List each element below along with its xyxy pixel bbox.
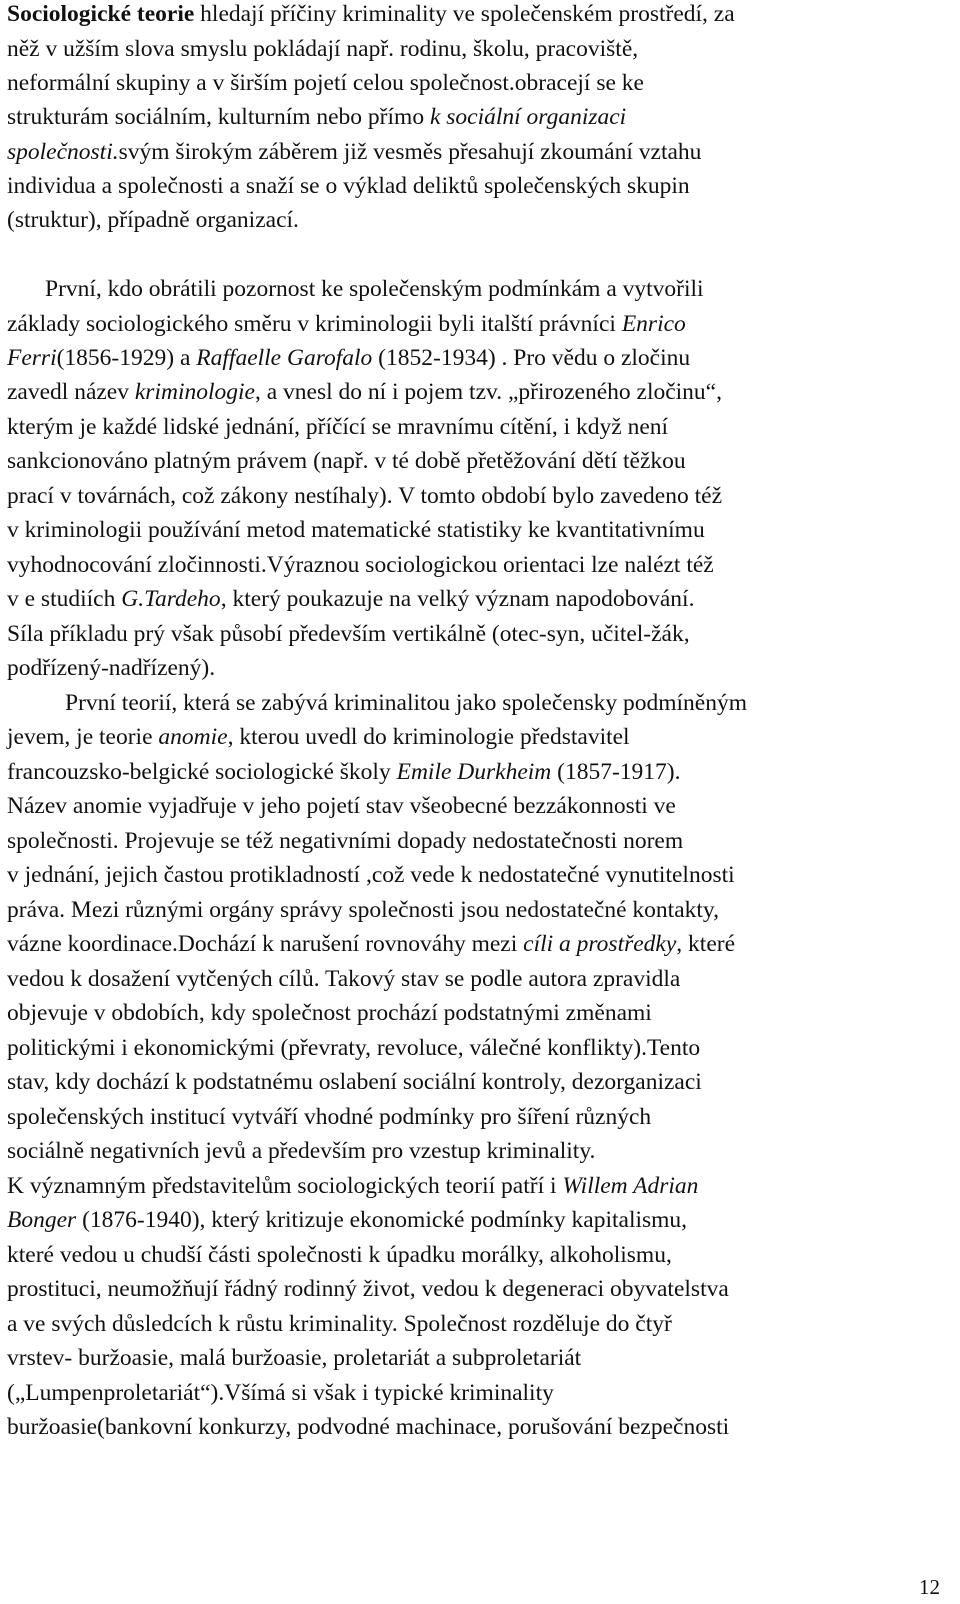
italic-term: Emile Durkheim bbox=[396, 759, 552, 785]
text-run: individua a společnosti a snaží se o výklad deliktů společenských skupin bbox=[7, 173, 690, 199]
text-run: v e studiích bbox=[7, 586, 122, 612]
text-line bbox=[7, 551, 714, 581]
text-run: neformální skupiny a v širším pojetí celou společnost.obracejí se ke bbox=[7, 70, 644, 96]
text-line bbox=[7, 69, 644, 99]
text-line bbox=[7, 1310, 672, 1340]
text-run: hledají příčiny kriminality ve společenském prostředí, za bbox=[194, 1, 735, 27]
text-run: (1876-1940), který kritizuje ekonomické podmínky kapitalismu, bbox=[76, 1207, 688, 1233]
page-number: 12 bbox=[919, 1575, 940, 1599]
text-line bbox=[7, 0, 735, 30]
text-line bbox=[7, 1068, 702, 1098]
text-run: Název anomie vyjadřuje v jeho pojetí stav všeobecné bezzákonnosti ve bbox=[7, 793, 676, 819]
text-line bbox=[7, 138, 701, 168]
text-run: Síla příkladu prý však působí především vertikálně (otec-syn, učitel-žák, bbox=[7, 621, 690, 647]
text-run: (1857-1917). bbox=[551, 759, 681, 785]
text-line bbox=[7, 1379, 554, 1409]
text-run: které vedou u chudší části společnosti k úpadku morálky, alkoholismu, bbox=[7, 1242, 672, 1268]
italic-term: Willem Adrian bbox=[562, 1173, 699, 1199]
text-run: (1852-1934) . Pro vědu o zločinu bbox=[372, 345, 691, 371]
text-line bbox=[7, 482, 722, 512]
text-run: prostituci, neumožňují řádný rodinný život, vedou k degeneraci obyvatelstva bbox=[7, 1276, 729, 1302]
italic-term: kriminologie bbox=[134, 379, 255, 405]
text-line bbox=[7, 103, 626, 133]
text-run: , které bbox=[676, 931, 736, 957]
text-line bbox=[7, 1137, 595, 1167]
text-run: První teorií, která se zabývá kriminalitou jako společensky podmíněným bbox=[65, 690, 747, 716]
italic-term: Raffaelle Garofalo bbox=[196, 345, 373, 371]
text-line bbox=[7, 792, 676, 822]
text-run: francouzsko-belgické sociologické školy bbox=[7, 759, 397, 785]
text-line bbox=[7, 1275, 729, 1305]
text-line bbox=[65, 689, 747, 719]
text-line bbox=[7, 1206, 687, 1236]
text-line bbox=[7, 35, 638, 65]
italic-term: anomie bbox=[158, 724, 228, 750]
text-line bbox=[7, 413, 668, 443]
text-run: („Lumpenproletariát“).Všímá si však i typické kriminality bbox=[7, 1380, 554, 1406]
italic-term: Enrico bbox=[621, 311, 686, 337]
text-line bbox=[7, 965, 680, 995]
text-line bbox=[7, 930, 735, 960]
text-line bbox=[7, 447, 686, 477]
text-run: vyhodnocování zločinnosti.Výraznou sociologickou orientaci lze nalézt též bbox=[7, 552, 714, 578]
text-line bbox=[7, 654, 215, 684]
italic-term: k sociální organizaci bbox=[429, 104, 627, 130]
text-run: , který poukazuje na velký význam napodobování. bbox=[220, 586, 695, 612]
text-line bbox=[7, 206, 299, 236]
text-run: v kriminologii používání metod matematické statistiky ke kvantitativnímu bbox=[7, 517, 705, 543]
text-run: (1856-1929) a bbox=[56, 345, 197, 371]
text-line bbox=[7, 861, 735, 891]
text-run: stav, kdy dochází k podstatnému oslabení sociální kontroly, dezorganizaci bbox=[7, 1069, 702, 1095]
text-line bbox=[7, 999, 652, 1029]
text-run: společnosti. Projevuje se též negativními dopady nedostatečnosti norem bbox=[7, 828, 684, 854]
text-run: společenských institucí vytváří vhodné podmínky pro šíření různých bbox=[7, 1104, 652, 1130]
text-run: sociálně negativních jevů a především pro vzestup kriminality. bbox=[7, 1138, 596, 1164]
text-run: práva. Mezi různými orgány správy společnosti jsou nedostatečné kontakty, bbox=[7, 897, 719, 923]
text-run: zavedl název bbox=[7, 379, 135, 405]
text-run: objevuje v obdobích, kdy společnost prochází podstatnými změnami bbox=[7, 1000, 652, 1026]
text-line bbox=[7, 723, 630, 753]
text-run: kterým je každé lidské jednání, příčící se mravnímu cítění, i když není bbox=[7, 414, 669, 440]
text-line bbox=[7, 1034, 700, 1064]
italic-term: cíli a prostředky bbox=[523, 931, 677, 957]
text-line bbox=[7, 620, 690, 650]
text-line bbox=[7, 1413, 729, 1443]
text-run: sankcionováno platným právem (např. v té době přetěžování dětí těžkou bbox=[7, 448, 686, 474]
text-run: vedou k dosažení vytčených cílů. Takový stav se podle autora zpravidla bbox=[7, 966, 681, 992]
text-run: , kterou uvedl do kriminologie představitel bbox=[227, 724, 630, 750]
text-line bbox=[7, 172, 690, 202]
text-run: svým širokým záběrem již vesměs přesahují zkoumání vztahu bbox=[118, 139, 702, 165]
text-run: První, kdo obrátili pozornost ke společenským podmínkám a vytvořili bbox=[45, 276, 704, 302]
text-run: strukturám sociálním, kulturním nebo přímo bbox=[7, 104, 430, 130]
text-run: buržoasie(bankovní konkurzy, podvodné machinace, porušování bezpečnosti bbox=[7, 1414, 730, 1440]
text-run: a ve svých důsledcích k růstu kriminality. Společnost rozděluje do čtyř bbox=[7, 1311, 672, 1337]
italic-term: Bonger bbox=[7, 1207, 77, 1233]
text-line bbox=[7, 378, 722, 408]
text-line bbox=[7, 344, 690, 374]
text-run: vázne koordinace.Dochází k narušení rovnováhy mezi bbox=[7, 931, 524, 957]
text-line bbox=[7, 827, 683, 857]
text-line bbox=[45, 275, 704, 305]
text-run: politickými i ekonomickými (převraty, revoluce, válečné konflikty).Tento bbox=[7, 1035, 701, 1061]
italic-term: společnosti. bbox=[7, 139, 119, 165]
text-line bbox=[7, 1241, 672, 1271]
text-run: něž v užším slova smyslu pokládají např. rodinu, školu, pracoviště, bbox=[7, 36, 639, 62]
text-line bbox=[7, 516, 705, 546]
italic-term: G.Tardeho bbox=[121, 586, 221, 612]
text-run: prací v továrnách, což zákony nestíhaly). V tomto období bylo zavedeno též bbox=[7, 483, 723, 509]
text-run: , a vnesl do ní i pojem tzv. „přirozeného zločinu“, bbox=[254, 379, 722, 405]
text-line bbox=[7, 758, 681, 788]
text-line bbox=[7, 1103, 651, 1133]
text-run: podřízený-nadřízený). bbox=[7, 655, 216, 681]
text-run: (struktur), případně organizací. bbox=[7, 207, 299, 233]
text-line bbox=[7, 310, 686, 340]
text-line bbox=[7, 896, 719, 926]
text-run: základy sociologického směru v kriminologii byli italští právníci bbox=[7, 311, 622, 337]
text-line bbox=[7, 1172, 698, 1202]
text-line bbox=[7, 1344, 581, 1374]
text-run: vrstev- buržoasie, malá buržoasie, proletariát a subproletariát bbox=[7, 1345, 582, 1371]
bold-term: Sociologické teorie bbox=[7, 1, 195, 27]
text-run: jevem, je teorie bbox=[7, 724, 159, 750]
text-run: v jednání, jejich častou protikladností ,což vede k nedostatečné vynutitelnosti bbox=[7, 862, 735, 888]
text-run: K významným představitelům sociologických teorií patří i bbox=[7, 1173, 563, 1199]
text-line bbox=[7, 585, 694, 615]
italic-term: Ferri bbox=[7, 345, 57, 371]
